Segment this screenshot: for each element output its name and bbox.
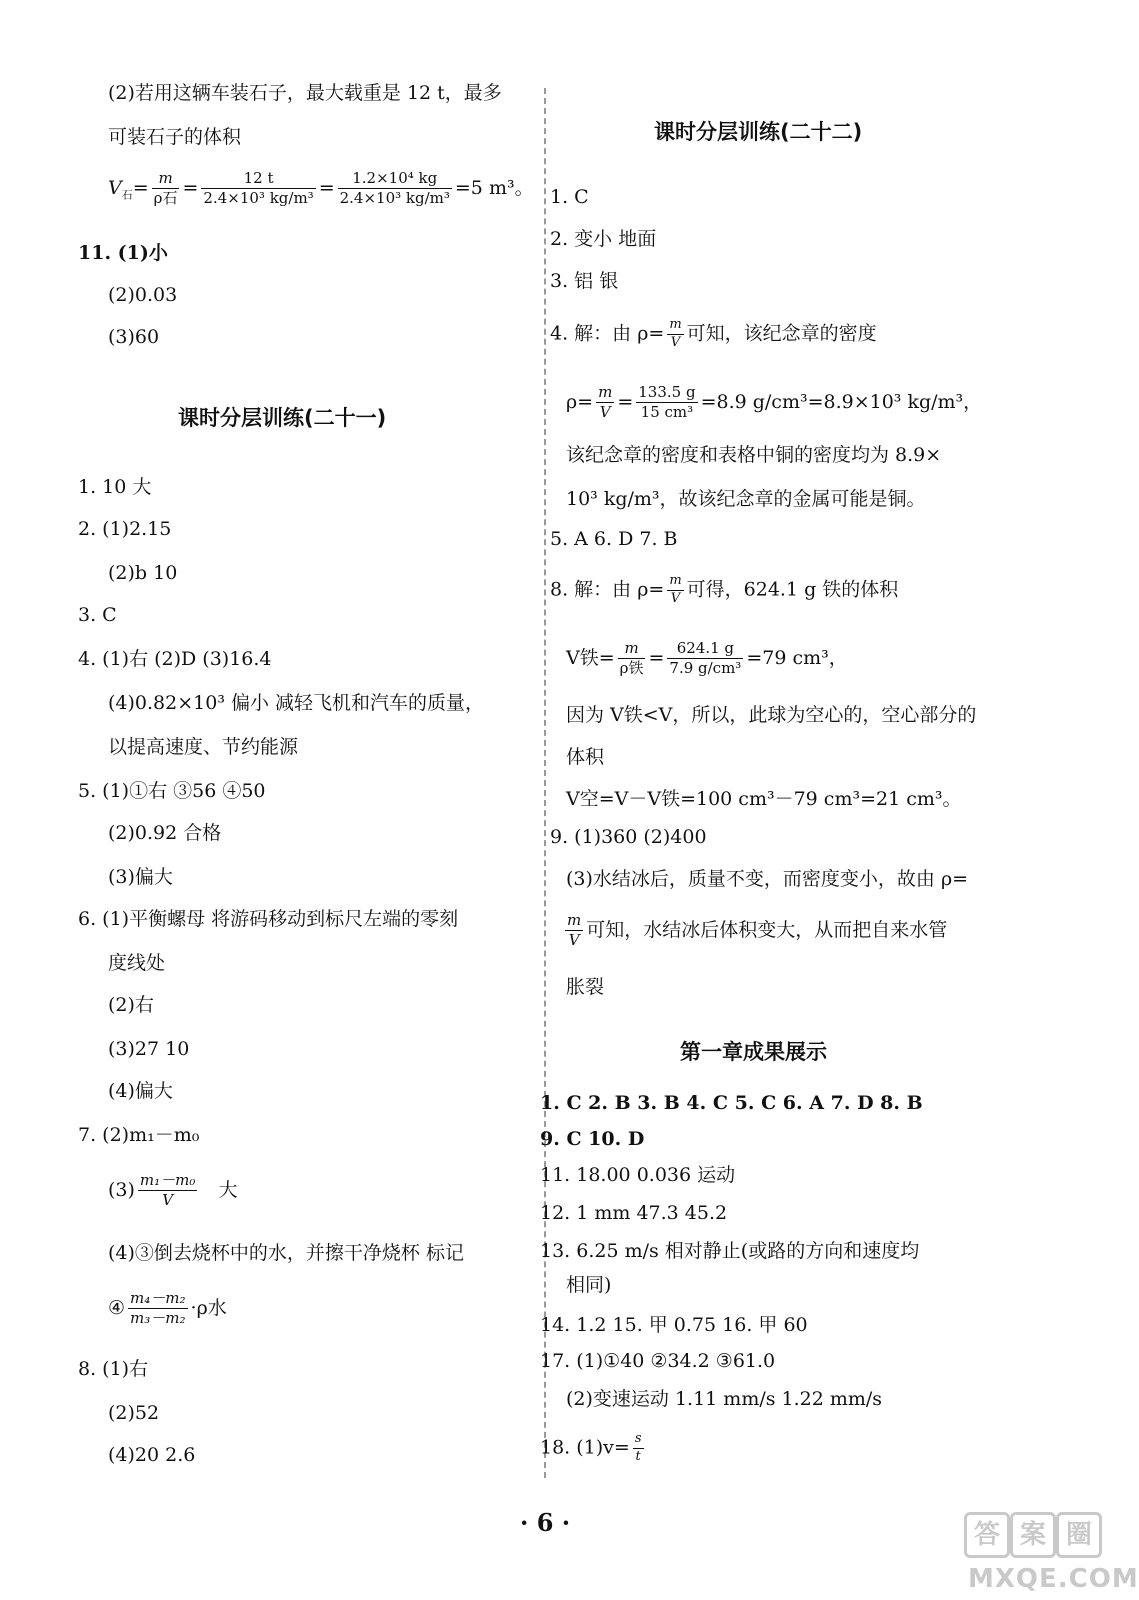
c-answer-1-8: 1. C 2. B 3. B 4. C 5. C 6. A 7. D 8. B [540,1092,923,1114]
a7b-num: m₁－m₀ [138,1172,197,1191]
r4b-num2: 133.5 g [636,384,697,403]
answer-6: 6. (1)平衡螺母 将游码移动到标尺左端的零刻 [78,908,459,930]
chapter-title: 第一章成果展示 [680,1040,827,1064]
eq-lhs: V [108,176,122,199]
r4b-den1: V [599,403,611,422]
r4b-den2: 15 cm³ [640,403,694,422]
r8b-num2: 624.1 g [667,640,743,659]
c-answer-13: 13. 6.25 m/s 相对静止(或路的方向和速度均 [540,1240,920,1262]
answer-11-b: (2)0.03 [108,284,178,306]
eq-f3-num: 1.2×10⁴ kg [338,170,452,189]
a7d-pre: ④ [108,1296,126,1319]
a7d-num: m₄－m₂ [128,1290,187,1309]
answer-2: 2. (1)2.15 [78,518,172,540]
c-answer-17-b: (2)变速运动 1.11 mm/s 1.22 mm/s [566,1388,883,1410]
r4-pre: 4. 解：由 ρ= [550,322,665,345]
r4b-pre: ρ= [566,390,594,413]
r-answer-9-d: 胀裂 [566,976,605,998]
a7b-den: V [162,1191,174,1210]
r-answer-4-c: 该纪念章的密度和表格中铜的密度均为 8.9× [566,444,942,466]
r9c-post: 可知，水结冰后体积变大，从而把自来水管 [586,918,948,941]
c-answer-12: 12. 1 mm 47.3 45.2 [540,1202,728,1224]
r8b-den1: ρ铁 [619,659,644,678]
eq-f1-den: ρ石 [153,189,178,208]
page-number: · 6 · [520,1508,571,1537]
r9c-num: m [565,912,583,931]
eq-f2-den: 2.4×10³ kg/m³ [203,189,314,208]
r8-num: m [667,574,683,591]
answer-4-b: (4)0.82×10³ 偏小 减轻飞机和汽车的质量， [108,692,485,714]
c18-num: s [633,1432,644,1449]
r-answer-1: 1. C [550,186,589,208]
r8b-den2: 7.9 g/cm³ [669,659,742,678]
c-answer-13-b: 相同) [566,1274,612,1296]
section-title-22: 课时分层训练(二十二) [654,120,863,144]
watermark-glyph-3: 圈 [1056,1512,1102,1558]
eq-lhs-sub: 石 [121,188,133,202]
a7d-post: ·ρ水 [190,1296,227,1319]
answer-8-c: (4)20 2.6 [108,1444,196,1466]
watermark-glyph-1: 答 [964,1512,1010,1558]
text-line: 可装石子的体积 [108,126,242,148]
r4b-num1: m [596,384,614,403]
watermark-logo [964,1512,1139,1594]
answer-4: 4. (1)右 (2)D (3)16.4 [78,648,272,670]
answer-2-b: (2)b 10 [108,562,178,584]
answer-5-c: (3)偏大 [108,866,173,888]
r8b-num1: m [618,640,646,659]
c-answer-11: 11. 18.00 0.036 运动 [540,1164,736,1186]
answer-6-b: 度线处 [108,952,166,974]
r-answer-4-b: ρ= $\frac{m}{V}$ = $\frac{133.5 g}{\text{15 cm³}}$ =8.9 g/cm³=8.9×10³ kg/m³， [566,383,983,422]
r-answer-8-b: V铁= $\frac{m}{\text{ρ铁}}$ = $\frac{624.1 g}{\text{7.9 g/cm³}}$ =79 cm³， [566,639,848,678]
a7b-post: 大 [218,1178,238,1201]
r4-num: m [667,318,683,335]
r-answer-2: 2. 变小 地面 [550,228,657,250]
r-answer-4 [550,318,877,351]
eq-f1-num: m [152,170,180,189]
c-answer-14-16: 14. 1.2 15. 甲 0.75 16. 甲 60 [540,1314,808,1336]
r-answer-3: 3. 铝 银 [550,270,619,292]
r4-den: V [670,334,681,350]
watermark-glyph-2: 案 [1010,1512,1056,1558]
r-answer-8-e: V空=V－V铁=100 cm³－79 cm³=21 cm³。 [566,788,962,810]
answer-5: 5. (1)①右 ③56 ④50 [78,780,266,802]
c-answer-9-10: 9. C 10. D [540,1128,645,1150]
r-answer-9-c [562,912,947,950]
r8-post: 可得，624.1 g 铁的体积 [686,578,899,601]
r-answer-8 [550,574,898,607]
r-answer-8-d: 体积 [566,746,605,768]
c-answer-17: 17. (1)①40 ②34.2 ③61.0 [540,1350,776,1372]
r-answer-8-c: 因为 V铁<V，所以，此球为空心的，空心部分的 [566,704,977,726]
r-answer-4-d: 10³ kg/m³，故该纪念章的金属可能是铜。 [566,488,926,510]
c18-pre: 18. (1)v= [540,1436,630,1459]
r8b-post: =79 cm³， [746,646,848,669]
answer-3: 3. C [78,604,117,626]
answer-4-c: 以提高速度、节约能源 [108,736,299,758]
r4-post: 可知，该纪念章的密度 [686,322,877,345]
answer-7: 7. (2)m₁－m₀ [78,1124,200,1146]
answer-6-c: (2)右 [108,994,154,1016]
eq-result: =5 m³。 [454,176,534,199]
a7b-pre: (3) [108,1178,135,1201]
r8-pre: 8. 解：由 ρ= [550,578,665,601]
eq-f2-num: 12 t [201,170,315,189]
r8-den: V [670,590,681,606]
r-answer-9-b: (3)水结冰后，质量不变，而密度变小，故由 ρ= [566,868,969,890]
a7d-den: m₃－m₂ [130,1309,186,1328]
answer-6-d: (3)27 10 [108,1038,190,1060]
answer-5-b: (2)0.92 合格 [108,822,222,844]
answer-11-c: (3)60 [108,326,160,348]
text-line: (2)若用这辆车装石子，最大载重是 12 t，最多 [108,82,502,104]
r8b-pre: V铁= [566,646,615,669]
answer-7-c: (4)③倒去烧杯中的水，并擦干净烧杯 标记 [108,1242,464,1264]
r4b-post: =8.9 g/cm³=8.9×10³ kg/m³， [700,390,983,413]
answer-8: 8. (1)右 [78,1358,149,1380]
c18-den: t [635,1448,641,1464]
volume-equation: $V_石=$ $\frac{m}{\text{ρ石}}$ = $\frac{12 t}{\text{2.4×10³ kg/m³}}$ = $\frac{\text{1.2×10⁴ kg}}{\text{2.4×10³ kg/m³}}$ =5 m³。 [108,169,534,208]
answer-8-b: (2)52 [108,1402,160,1424]
answer-7-b [108,1172,238,1210]
r-answer-5: 5. A 6. D 7. B [550,528,678,550]
answer-6-e: (4)偏大 [108,1080,173,1102]
r-answer-9: 9. (1)360 (2)400 [550,826,707,848]
eq-f3-den: 2.4×10³ kg/m³ [339,189,450,208]
answer-11: 11. (1)小 [78,242,168,264]
section-title-21: 课时分层训练(二十一) [178,406,387,430]
answer-1: 1. 10 大 [78,476,152,498]
r9c-den: V [568,931,580,950]
watermark-text: MXQE.COM [968,1564,1139,1594]
c-answer-18 [540,1432,647,1465]
answer-7-d [108,1290,227,1328]
column-divider [544,88,546,1478]
